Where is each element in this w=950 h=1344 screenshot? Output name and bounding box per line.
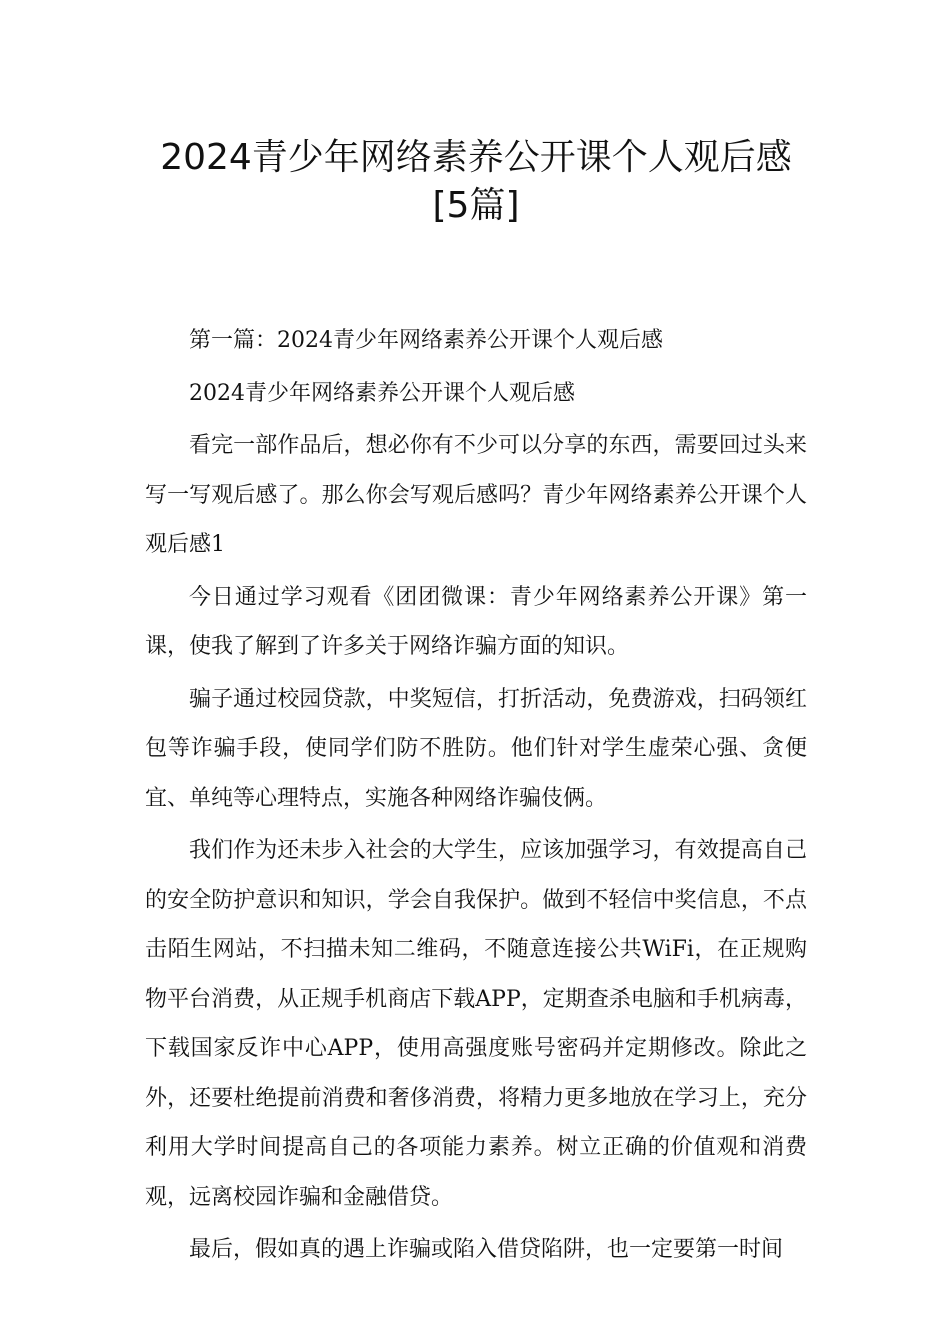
section-heading: 第一篇：2024青少年网络素养公开课个人观后感 [189, 328, 663, 353]
title-line-2: [5篇] [432, 185, 520, 226]
body-paragraph: 骗子通过校园贷款，中奖短信，打折活动，免费游戏，扫码领红包等诈骗手段，使同学们防不胜防。他们针对学生虚荣心强、贪便宜、单纯等心理特点，实施各种网络诈骗伎俩。 [145, 686, 807, 811]
body-paragraph: 最后，假如真的遇上诈骗或陷入借贷陷阱，也一定要第一时间 [189, 1237, 784, 1262]
body-paragraph: 看完一部作品后，想必你有不少可以分享的东西，需要回过头来写一写观后感了。那么你会写观后感吗？青少年网络素养公开课个人观后感1 [145, 433, 807, 557]
title-line-1: 2024青少年网络素养公开课个人观后感 [160, 137, 792, 178]
document-body [145, 316, 807, 1275]
subtitle-paragraph: 2024青少年网络素养公开课个人观后感 [189, 380, 575, 406]
body-paragraph: 今日通过学习观看《团团微课：青少年网络素养公开课》第一课，使我了解到了许多关于网络诈骗方面的知识。 [145, 584, 807, 659]
body-paragraph: 我们作为还未步入社会的大学生，应该加强学习，有效提高自己的安全防护意识和知识，学会自我保护。做到不轻信中奖信息，不点击陌生网站，不扫描未知二维码，不随意连接公共WiFi，在正规购物平台消费，从正规手机商店下载APP，定期查杀电脑和手机病毒，下载国家反诈中心APP，使用高强度账号密码并定期修改。除此之外，还要杜绝提前消费和奢侈消费，将精力更多地放在学习上，充分利用大学时间提高自己的各项能力素养。树立正确的价值观和消费观，远离校园诈骗和金融借贷。 [145, 838, 807, 1210]
document-page [145, 0, 807, 1278]
document-title [145, 134, 807, 230]
